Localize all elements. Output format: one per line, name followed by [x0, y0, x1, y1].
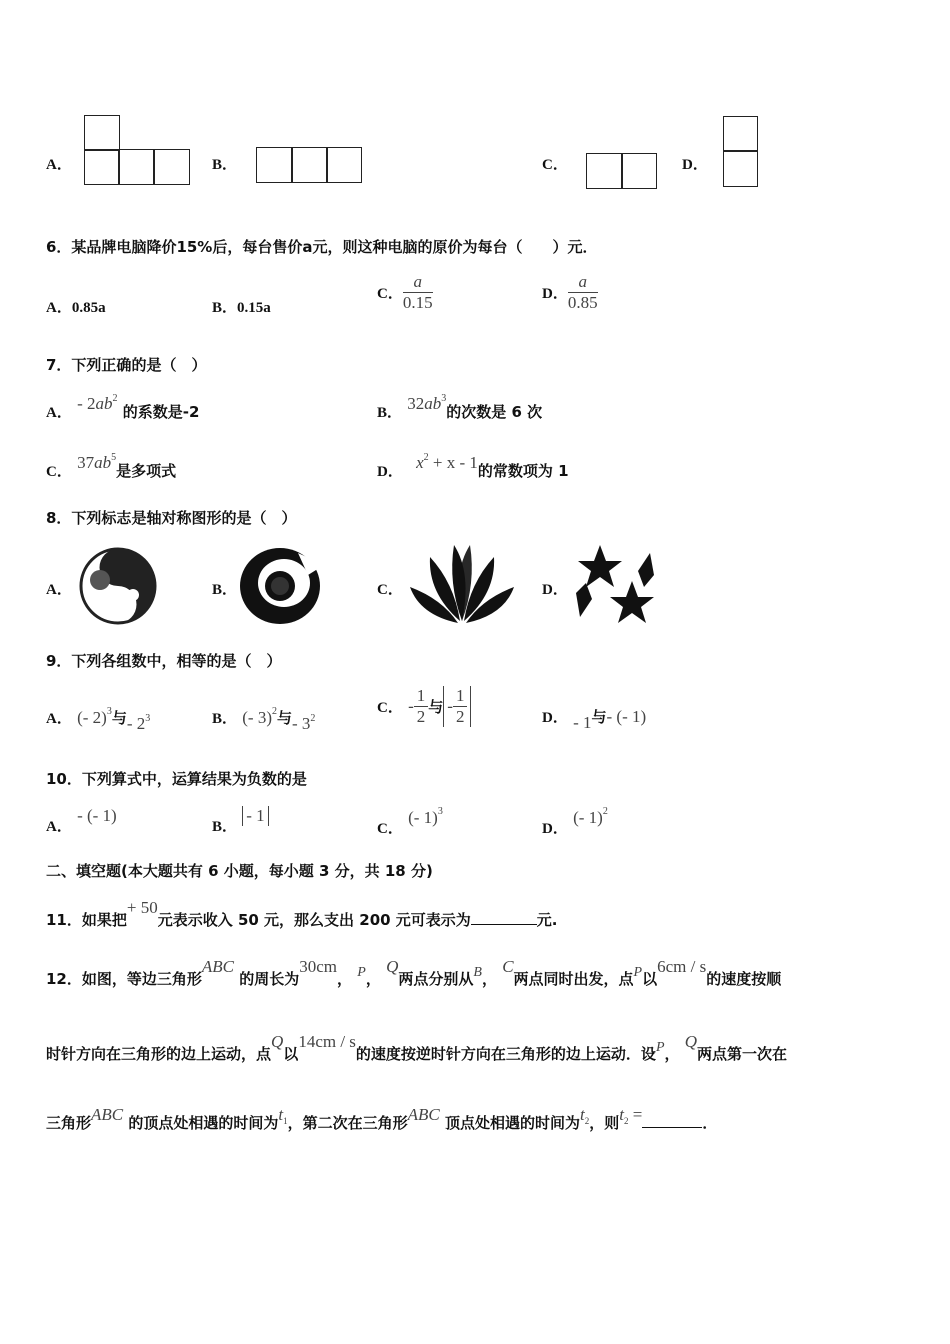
- q8-stem: 8．下列标志是轴对称图形的是（ ）: [46, 509, 297, 527]
- q7-option-a: A． - $2ab^2$ 的系数是-2: [46, 393, 200, 421]
- q10-option-b: B． - 1: [212, 806, 269, 836]
- option-c: C． $\frac{a}{0.15}$: [377, 272, 433, 312]
- section-title: 二、填空题(本大题共有 6 小题，每小题 3 分，共 18 分): [46, 862, 433, 880]
- q10-option-d: D． (- 1)$^2$: [542, 806, 608, 837]
- option-label: C．: [542, 157, 568, 173]
- logo-swirl-icon: [238, 545, 324, 627]
- option-label: C．: [377, 582, 403, 598]
- q7-option-b: B． $32ab^3$的次数是 6 次: [377, 393, 543, 421]
- option-a: A．0.85a: [46, 300, 106, 316]
- option-label: A．: [46, 157, 72, 173]
- option-b: B．0.15a: [212, 300, 271, 316]
- q7-option-d: D． $x^2 + x - 1$的常数项为 1: [377, 452, 569, 480]
- q12-line-2: 时针方向在三角形的边上运动，点Q以14cm / s的速度按逆时针方向在三角形的边上运动．设P， Q两点第一次在: [46, 1032, 788, 1063]
- logo-petals-icon: [408, 543, 516, 625]
- q10-stem: 10．下列算式中，运算结果为负数的是: [46, 770, 307, 788]
- q10-option-a: A． - (- 1): [46, 806, 117, 835]
- logo-yin-yang-icon: [78, 545, 158, 627]
- q9-option-d: D． - 1与- (- 1): [542, 707, 647, 732]
- q9-option-c: C． - $\frac{1}{2}$ 与 - $\frac{1}{2}$: [377, 686, 471, 727]
- option-d: D． $\frac{a}{0.85}$: [542, 272, 598, 312]
- answer-blank[interactable]: [471, 924, 537, 925]
- option-label: A．: [46, 582, 72, 598]
- q7-stem: 7．下列正确的是（ ）: [46, 356, 207, 374]
- option-label: B．: [212, 157, 238, 173]
- q7-option-c: C． $37ab^5$是多项式: [46, 452, 177, 480]
- q9-stem: 9．下列各组数中，相等的是（ ）: [46, 652, 282, 670]
- q6-stem: 6．某品牌电脑降价15%后，每台售价a元，则这种电脑的原价为每台（ ）元．: [46, 238, 598, 256]
- logo-stars-icon: [572, 543, 658, 627]
- absolute-value: - $\frac{1}{2}$: [443, 686, 471, 727]
- option-label: D．: [542, 582, 568, 598]
- q11: 11．如果把+ 50元表示收入 50 元，那么支出 200 元可表示为 元.: [46, 898, 558, 929]
- q9-option-a: A． (- 2)$^3$与- $2^3$: [46, 706, 151, 733]
- answer-blank[interactable]: [642, 1127, 702, 1128]
- q9-option-b: B． (- 3)$^2$与- $3^2$: [212, 706, 316, 733]
- q12-line-3: 三角形ABC 的顶点处相遇的时间为$t^1$，第二次在三角形ABC 顶点处相遇的时间为$t^2$，则$t^2$ = ．: [46, 1105, 718, 1132]
- option-label: D．: [682, 157, 708, 173]
- option-label: B．: [212, 582, 238, 598]
- q12-line-1: 12．如图，等边三角形ABC 的周长为30cm， P， Q两点分别从B， C两点同时出发，点P以6cm / s的速度按顺: [46, 957, 782, 988]
- q10-option-c: C． (- 1)$^3$: [377, 806, 443, 837]
